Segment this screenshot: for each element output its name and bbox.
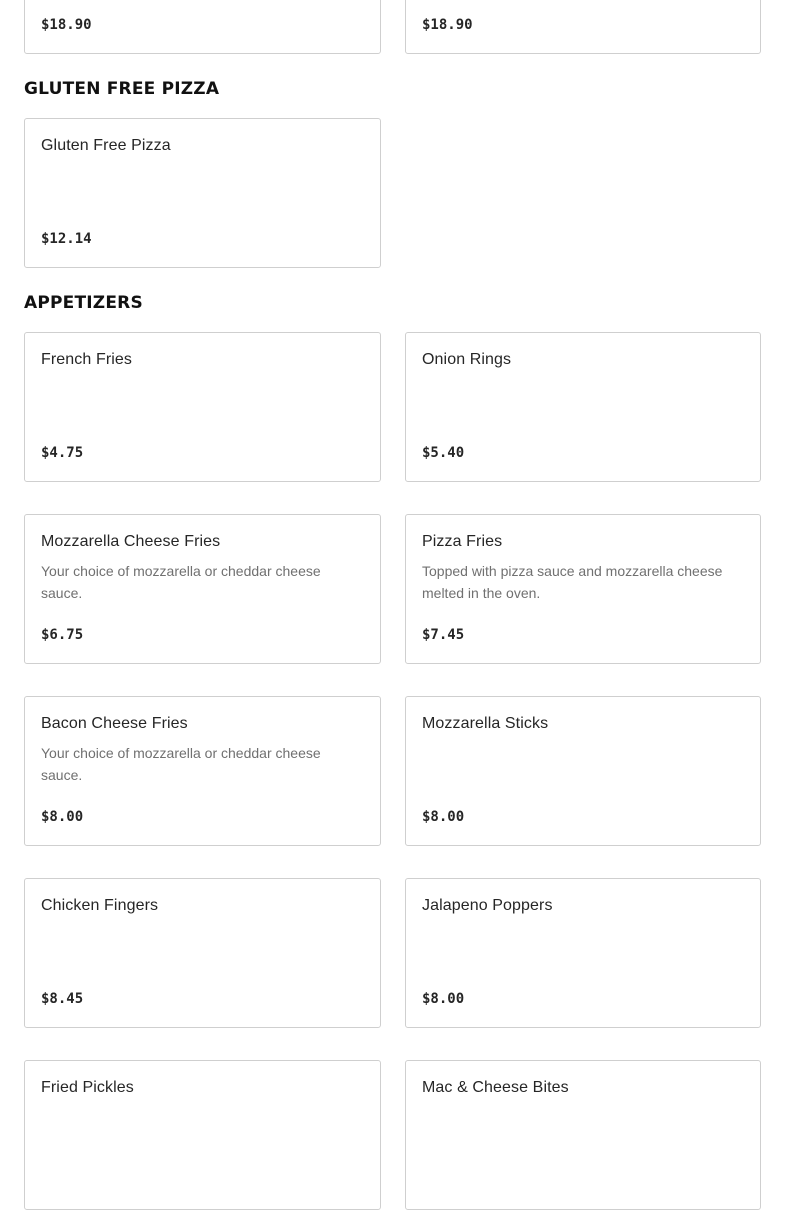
menu-item-card[interactable]: [24, 118, 381, 268]
menu-item-card[interactable]: [24, 1060, 381, 1210]
section-title-gluten-free-pizza: GLUTEN FREE PIZZA: [24, 79, 220, 99]
menu-item-price: $18.90: [422, 17, 473, 33]
menu-item-price: $5.40: [422, 445, 465, 461]
menu-item-description: Your choice of mozzarella or cheddar cheese sauce.: [41, 745, 321, 783]
menu-item-card[interactable]: [24, 878, 381, 1028]
menu-item-name: Pizza Fries: [422, 533, 503, 550]
menu-item-price: $8.00: [422, 991, 465, 1007]
menu-item-card[interactable]: [405, 0, 761, 54]
menu-item-card[interactable]: [405, 1060, 761, 1210]
menu-item-card[interactable]: [24, 0, 381, 54]
menu-item-card[interactable]: [405, 332, 761, 482]
menu-item-price: $18.90: [41, 17, 92, 33]
menu-item-price: $8.00: [41, 809, 84, 825]
menu-item-name: Chicken Fingers: [41, 897, 159, 914]
menu-item-card[interactable]: [405, 878, 761, 1028]
menu-item-price: $8.00: [422, 809, 465, 825]
menu-item-name: Bacon Cheese Fries: [41, 715, 188, 732]
menu-item-card[interactable]: [24, 332, 381, 482]
menu-item-price: $4.75: [41, 445, 84, 461]
menu-item-name: Mozzarella Sticks: [422, 715, 549, 732]
menu-item-name: Fried Pickles: [41, 1079, 134, 1096]
menu-item-name: Onion Rings: [422, 351, 512, 368]
menu-item-name: Mozzarella Cheese Fries: [41, 533, 221, 550]
menu-item-name: Jalapeno Poppers: [422, 897, 553, 914]
menu-item-card[interactable]: [24, 514, 381, 664]
section-title-appetizers: APPETIZERS: [24, 293, 143, 313]
menu-item-card[interactable]: [24, 696, 381, 846]
menu-item-description: Your choice of mozzarella or cheddar cheese sauce.: [41, 563, 321, 601]
menu-item-price: $7.45: [422, 627, 465, 643]
menu-item-price: $6.75: [41, 627, 84, 643]
menu-item-price: $8.45: [41, 991, 84, 1007]
menu-item-card[interactable]: [405, 696, 761, 846]
menu-item-description: Topped with pizza sauce and mozzarella cheese melted in the oven.: [422, 563, 723, 601]
menu-item-price: $12.14: [41, 231, 92, 247]
menu-item-name: Mac & Cheese Bites: [422, 1079, 569, 1096]
menu-item-name: French Fries: [41, 351, 132, 368]
menu-item-name: Gluten Free Pizza: [41, 137, 171, 154]
menu-item-card[interactable]: [405, 514, 761, 664]
